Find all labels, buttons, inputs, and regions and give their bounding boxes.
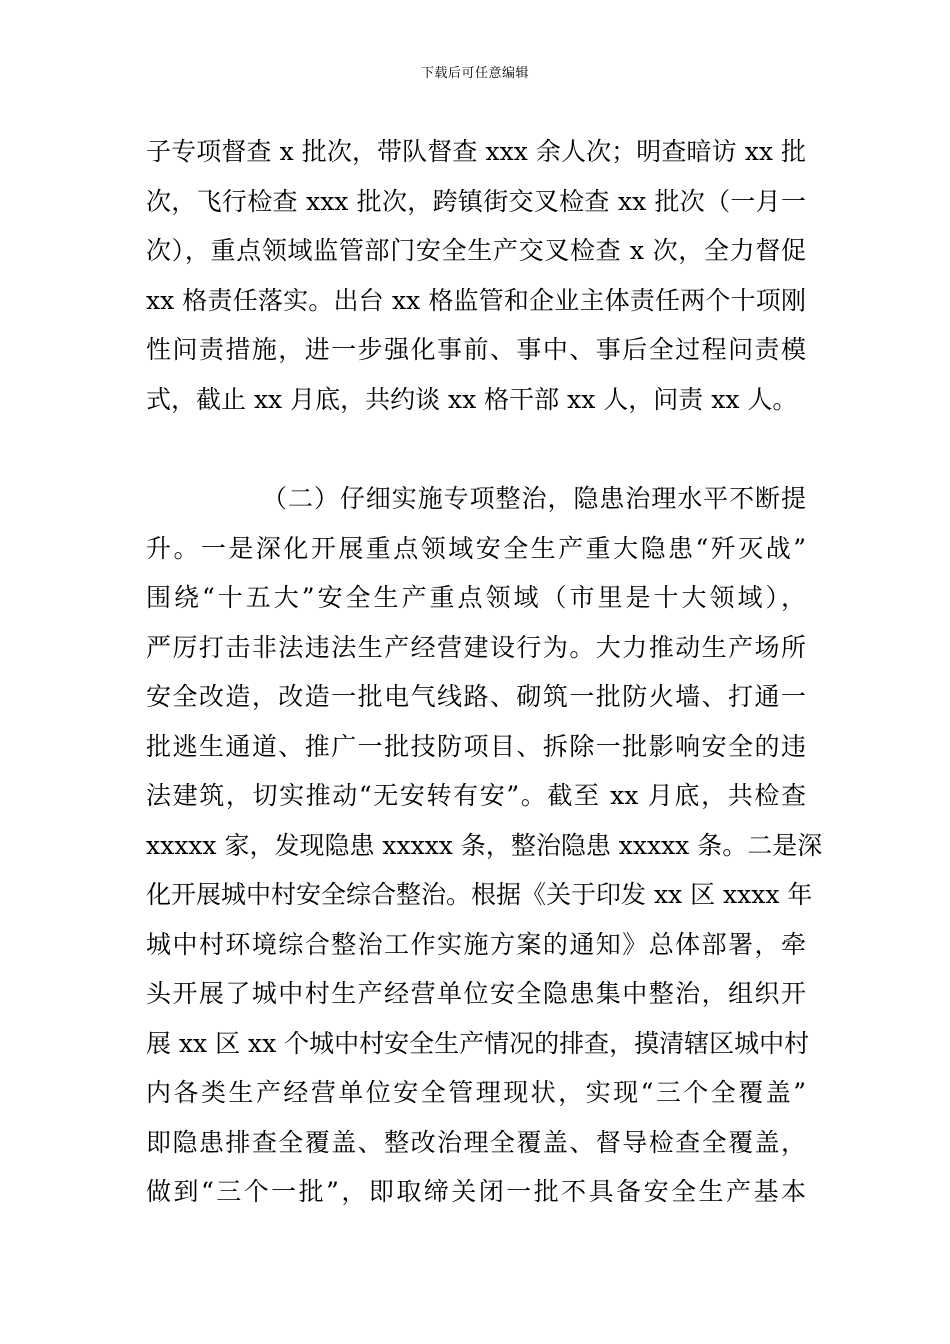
page-header: 下载后可任意编辑 xyxy=(420,66,529,81)
paragraph-line: 安全改造，改造一批电气线路、砌筑一批防火墙、打通一 xyxy=(146,682,806,711)
paragraph-line: 严厉打击非法违法生产经营建设行为。大力推动生产场所 xyxy=(146,633,806,662)
paragraph-line: 批逃生通道、推广一批技防项目、拆除一批影响安全的违 xyxy=(146,732,806,761)
paragraph-line: 展 xx 区 xx 个城中村安全生产情况的排查，摸清辖区城中村 xyxy=(146,1029,810,1058)
paragraph-line: 即隐患排查全覆盖、整改治理全覆盖、督导检查全覆盖， xyxy=(146,1128,806,1157)
paragraph-line: 式，截止 xx 月底，共约谈 xx 格干部 xx 人，问责 xx 人。 xyxy=(146,385,798,414)
paragraph-line: 做到“三个一批”，即取缔关闭一批不具备安全生产基本 xyxy=(146,1177,806,1206)
paragraph-heading-line: （二）仔细实施专项整治，隐患治理水平不断提 xyxy=(262,484,806,513)
paragraph-line: 化开展城中村安全综合整治。根据《关于印发 xx 区 xxxx 年 xyxy=(146,880,813,909)
paragraph-line: 城中村环境综合整治工作实施方案的通知》总体部署，牵 xyxy=(146,930,806,959)
paragraph-line: 次，飞行检查 xxx 批次，跨镇街交叉检查 xx 批次（一月一 xyxy=(146,187,806,216)
paragraph-line: 次），重点领域监管部门安全生产交叉检查 x 次，全力督促 xyxy=(146,236,806,265)
paragraph-line: xx 格责任落实。出台 xx 格监管和企业主体责任两个十项刚 xyxy=(146,286,806,315)
paragraph-line: 法建筑，切实推动“无安转有安”。截至 xx 月底，共检查 xyxy=(146,781,806,810)
paragraph-line: 升。一是深化开展重点领域安全生产重大隐患“歼灭战” xyxy=(146,534,806,563)
paragraph-line: 内各类生产经营单位安全管理现状，实现“三个全覆盖” xyxy=(146,1078,806,1107)
paragraph-line: 围绕“十五大”安全生产重点领域（市里是十大领域）， xyxy=(146,583,806,612)
paragraph-line: xxxxx 家，发现隐患 xxxxx 条，整治隐患 xxxxx 条。二是深 xyxy=(146,831,823,860)
paragraph-line: 头开展了城中村生产经营单位安全隐患集中整治，组织开 xyxy=(146,979,806,1008)
paragraph-line: 性问责措施，进一步强化事前、事中、事后全过程问责模 xyxy=(146,335,806,364)
paragraph-line: 子专项督查 x 批次，带队督查 xxx 余人次；明查暗访 xx 批 xyxy=(146,137,806,166)
